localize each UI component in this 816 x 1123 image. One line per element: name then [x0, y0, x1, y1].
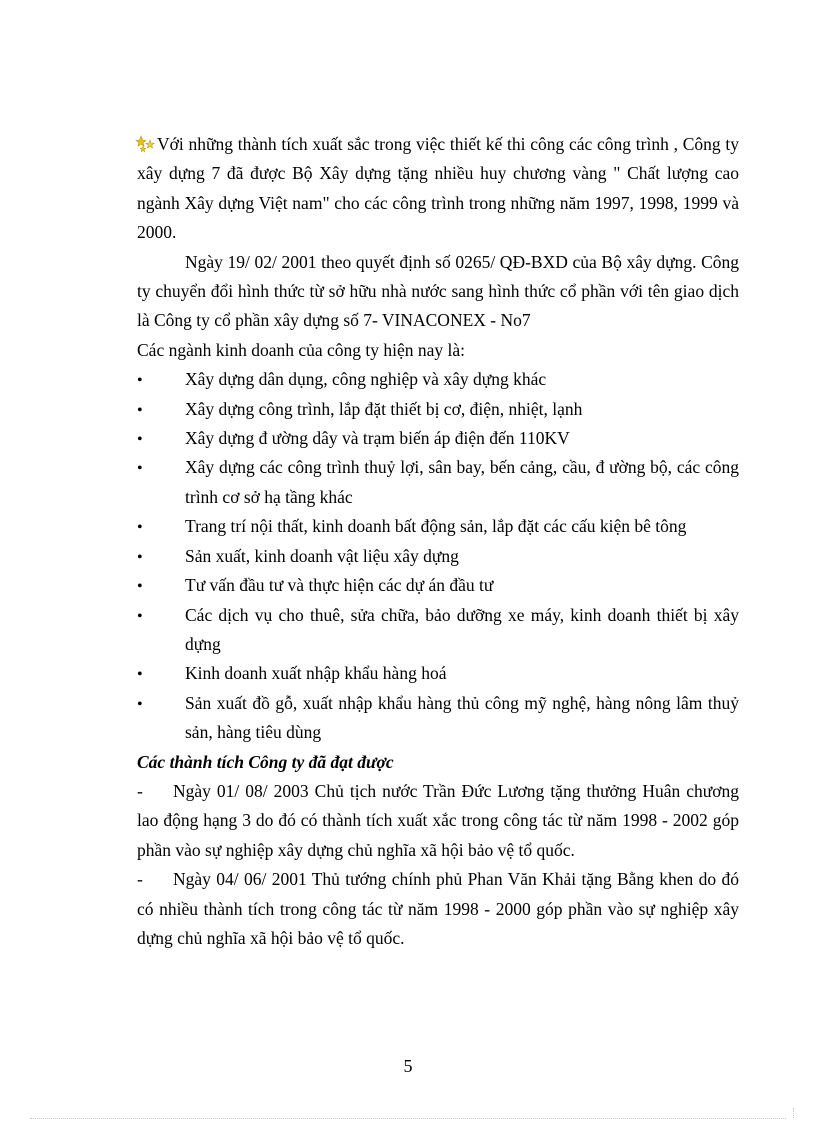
page-border-divider: [30, 1118, 786, 1119]
business-intro: Các ngành kinh doanh của công ty hiện nay là:: [137, 339, 466, 360]
list-item: • Sản xuất, kinh doanh vật liệu xây dựng: [137, 542, 739, 571]
bullet-icon: [137, 689, 145, 719]
list-item: • Các dịch vụ cho thuê, sửa chữa, bảo dưỡng xe máy, kinh doanh thiết bị xây dựng: [137, 601, 739, 660]
bullet-icon: [137, 542, 145, 572]
list-item: • Trang trí nội thất, kinh doanh bất động sản, lắp đặt các cấu kiện bê tông: [137, 512, 739, 541]
intro-text: Với những thành tích xuất sắc trong việc thiết kế thi công các công trình , Công ty xây dựng 7 đã được Bộ Xây dựng tặng nhiều huy chương vàng " Chất lượng cao ngành Xây dựng Việt nam" cho các công trình trong những năm 1997, 1998, 1999 và 2000.: [137, 134, 739, 243]
list-item: • Xây dựng đ ường dây và trạm biến áp điện đến 110KV: [137, 424, 739, 453]
list-item: • Tư vấn đầu tư và thực hiện các dự án đầu tư: [137, 571, 739, 600]
intro-paragraph: [137, 130, 739, 248]
bullet-icon: [137, 424, 145, 454]
list-item: • Xây dựng dân dụng, công nghiệp và xây dựng khác: [137, 365, 739, 394]
bullet-icon: [137, 512, 145, 542]
list-item: • Sản xuất đồ gỗ, xuất nhập khẩu hàng thủ công mỹ nghệ, hàng nông lâm thuỷ sản, hàng tiêu dùng: [137, 689, 739, 748]
decision-paragraph: Ngày 19/ 02/ 2001 theo quyết định số 0265/ QĐ-BXD của Bộ xây dựng. Công ty chuyển đổi hình thức từ sở hữu nhà nước sang hình thức cổ phần với tên giao dịch là Công ty cổ phần xây dựng số 7- VINACONEX - No7: [137, 251, 739, 331]
bullet-icon: [137, 601, 145, 631]
bullet-icon: [137, 365, 145, 395]
bullet-icon: [137, 395, 145, 425]
list-item: • Kinh doanh xuất nhập khẩu hàng hoá: [137, 659, 739, 688]
list-item: • Xây dựng các công trình thuỷ lợi, sân bay, bến cảng, cầu, đ ường bộ, các công trình cơ sở hạ tầng khác: [137, 453, 739, 512]
list-item: • Xây dựng công trình, lắp đặt thiết bị cơ, điện, nhiệt, lạnh: [137, 395, 739, 424]
achievement-item: - Ngày 01/ 08/ 2003 Chủ tịch nước Trần Đức Lương tặng thưởng Huân chương lao động hạng 3 do đó có thành tích xuất xắc trong công tác từ năm 1998 - 2002 góp phần vào sự nghiệp xây dựng chủ nghĩa xã hội bảo vệ tổ quốc.: [137, 777, 739, 865]
dash-mark: -: [137, 869, 143, 890]
page-number: 5: [403, 1056, 413, 1076]
dash-mark: -: [137, 780, 143, 801]
bullet-icon: [137, 659, 145, 689]
document-body: [137, 130, 739, 953]
achievement-item: - Ngày 04/ 06/ 2001 Thủ tướng chính phủ Phan Văn Khải tặng Bằng khen do đó có nhiều thành tích trong công tác từ năm 1998 - 2000 góp phần vào sự nghiệp xây dựng chủ nghĩa xã hội bảo vệ tổ quốc.: [137, 865, 739, 953]
sparkle-icon: [135, 134, 157, 154]
page-corner-mark: [793, 1108, 804, 1118]
business-list: [137, 365, 739, 747]
achievements-heading: Các thành tích Công ty đã đạt được: [137, 751, 394, 772]
bullet-icon: [137, 453, 145, 483]
bullet-icon: [137, 571, 145, 601]
